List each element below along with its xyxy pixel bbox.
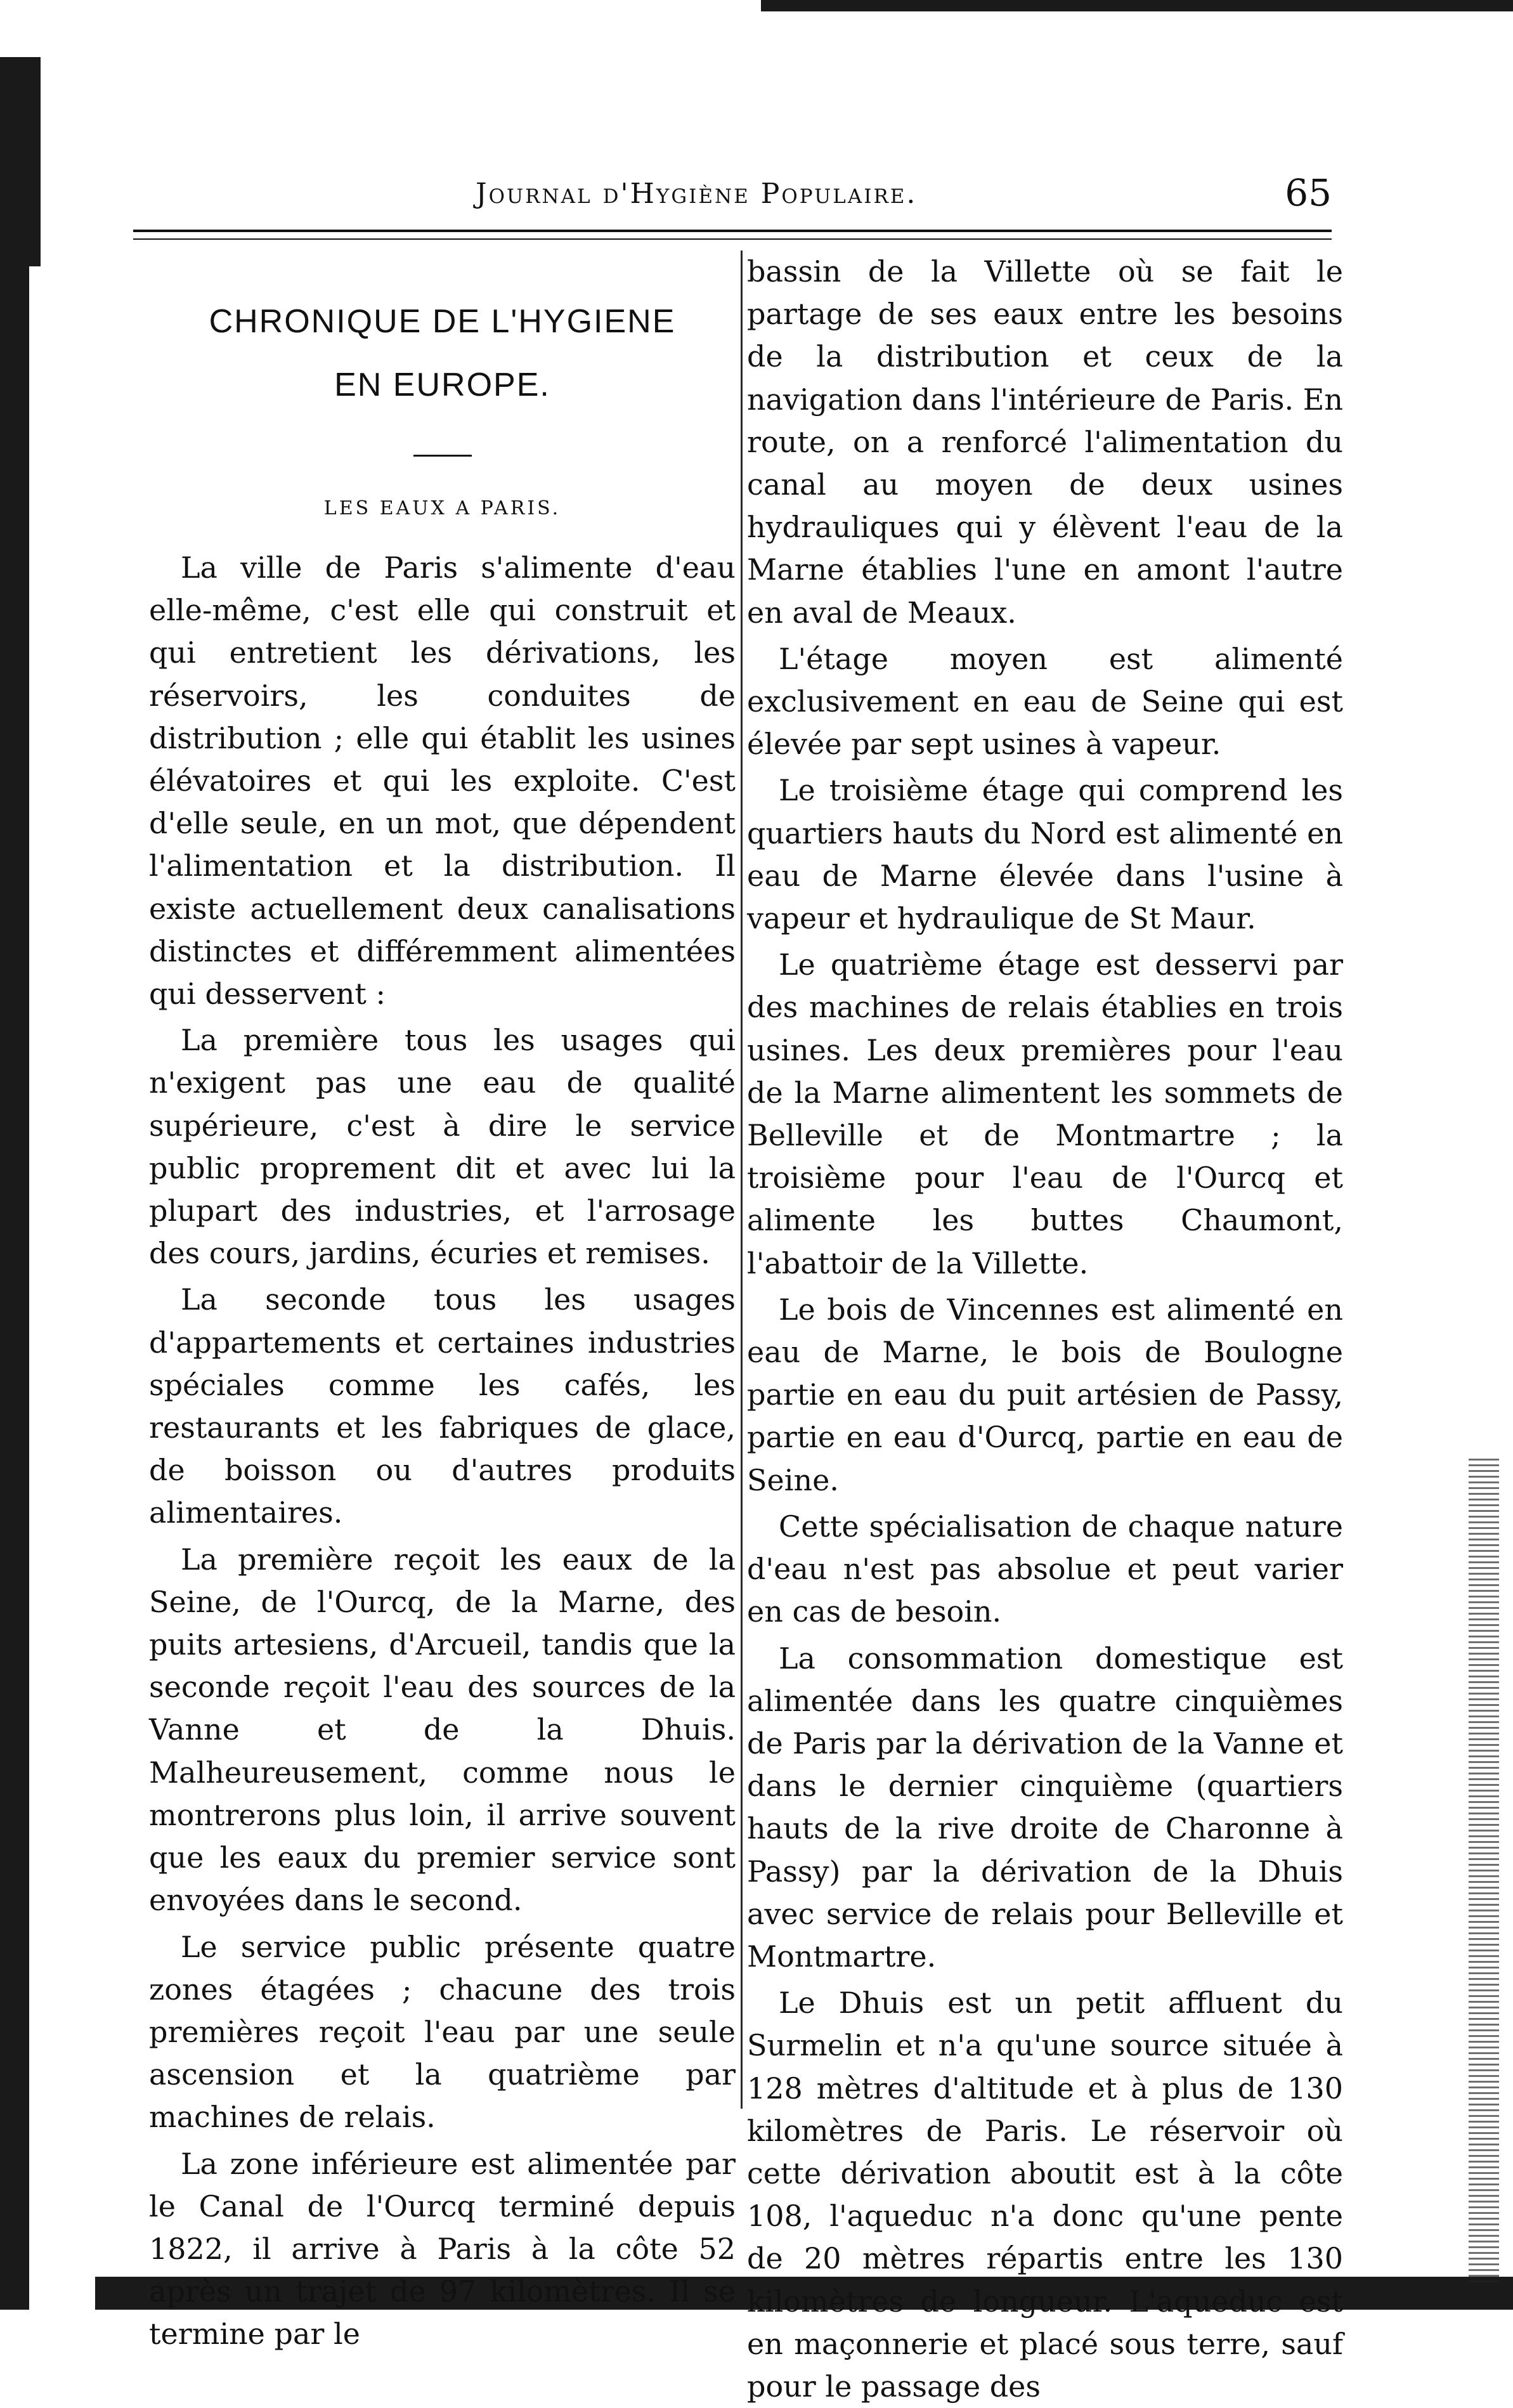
paragraph: La première reçoit les eaux de la Seine, de l'Ourcq, de la Marne, des puits artesiens, d'Arcueil, tandis que la seconde reçoit l'eau des sources de la Vanne et de la Dhuis. Malheureusement, comme nous le montrerons plus loin, il arrive souvent que les eaux du premier service sont envoyées dans le second. [149,1542,736,1918]
paragraph: La ville de Paris s'alimente d'eau elle-même, c'est elle qui construit et qui entretient les dérivations, les réservoirs, les conduites de distribution ; elle qui établit les usines élévatoires et qui les exploite. C'est d'elle seule, en un mot, que dépendent l'alimentation et la distribution. Il existe actuellement deux canalisations distinctes et différemment alimentées qui desservent : [149,550,736,1012]
paragraph: Le Dhuis est un petit affluent du Surmelin et n'a qu'une source située à 128 mètres d'altitude et à plus de 130 kilomètres de Paris. Le réservoir où cette dérivation aboutit est à la côte 108, l'aqueduc n'a donc qu'une pente de 20 mètres répartis entre les 130 kilomètres de longueur. L'aqueduc est en maçonnerie et placé sous terre, sauf pour le passage des [747,1986,1343,2404]
paragraph: Le service public présente quatre zones étagées ; chacune des trois premières reçoit l'eau par une seule ascension et la quatrième par machines de relais. [149,1929,736,2135]
left-column [149,251,736,2352]
page-number: 65 [1285,171,1332,214]
paragraph: Le bois de Vincennes est alimenté en eau de Marne, le bois de Boulogne partie en eau du puit artésien de Passy, partie en eau d'Ourcq, partie en eau de Seine. [747,1292,1343,1497]
paragraph: La seconde tous les usages d'appartements et certaines industries spéciales comme les cafés, les restaurants et les fabriques de glace, de boisson ou d'autres produits alimentaires. [149,1282,736,1530]
section-title-line-2: EN EUROPE. [334,367,550,403]
paragraph: Le troisième étage qui comprend les quartiers hauts du Nord est alimenté en eau de Marne élevée dans l'usine à vapeur et hydraulique de St Maur. [747,773,1343,936]
subheading: LES EAUX A PARIS. [323,497,561,519]
paragraph: La première tous les usages qui n'exigent pas une eau de qualité supérieure, c'est à dire le service public proprement dit et avec lui la plupart des industries, et l'arrosage des cours, jardins, écuries et remises. [149,1023,736,1271]
title-rule [413,455,472,457]
paragraph: Cette spécialisation de chaque nature d'eau n'est pas absolue et peut varier en cas de besoin. [747,1509,1343,1629]
paragraph: La zone inférieure est alimentée par le Canal de l'Ourcq terminé depuis 1822, il arrive à Paris à la côte 52 après un trajet de 97 kilomètres. Il se termine par le [149,2146,736,2352]
paragraph: Le quatrième étage est desservi par des machines de relais établies en trois usines. Les deux premières pour l'eau de la Marne alimentent les sommets de Belleville et de Montmartre ; la troisième pour l'eau de l'Ourcq et alimente les buttes Chaumont, l'abattoir de la Villette. [747,947,1343,1280]
column-divider [741,251,743,2109]
running-head [159,166,1332,223]
right-column [747,251,1343,2404]
scan-edge-left [0,57,29,2310]
scan-edge-right-specks [1469,1459,1499,2283]
scan-edge-left-notch [29,57,41,266]
journal-title: Journal d'Hygiène Populaire. [476,178,918,210]
section-title-line-1: CHRONIQUE DE L'HYGIENE [209,303,676,340]
paragraph-continued: bassin de la Villette où se fait le partage de ses eaux entre les besoins de la distribution et ceux de la navigation dans l'intérieure de Paris. En route, on a renforcé l'alimentation du canal au moyen de deux usines hydrauliques qui y élèvent l'eau de la Marne établies l'une en amont l'autre en aval de Meaux. [747,254,1343,630]
paragraph: L'étage moyen est alimenté exclusivement en eau de Seine qui est élevée par sept usines à vapeur. [747,641,1343,762]
paragraph: La consommation domestique est alimentée dans les quatre cinquièmes de Paris par la dérivation de la Vanne et dans le dernier cinquième (quartiers hauts de la rive droite de Charonne à Passy) par la dérivation de la Dhuis avec service de relais pour Belleville et Montmartre. [747,1641,1343,1974]
section-title [149,290,736,417]
scan-edge-top [761,0,1513,11]
header-rule [133,230,1332,240]
